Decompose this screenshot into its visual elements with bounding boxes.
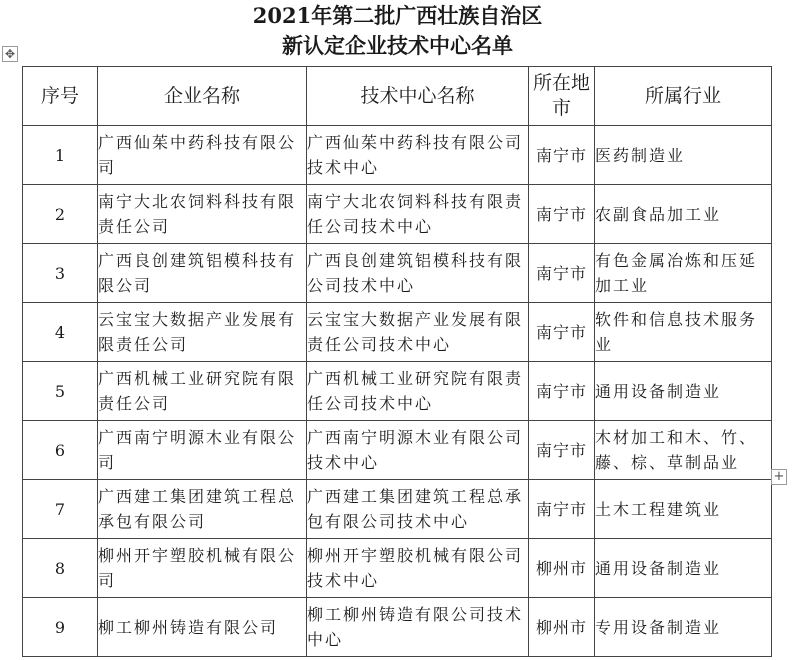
header-company: 企业名称 — [98, 67, 307, 126]
cell-industry[interactable]: 医药制造业 — [595, 126, 772, 185]
cell-company[interactable]: 柳工柳州铸造有限公司 — [98, 598, 307, 657]
header-industry: 所属行业 — [595, 67, 772, 126]
cell-center[interactable]: 广西建工集团建筑工程总承包有限公司技术中心 — [307, 480, 529, 539]
header-no: 序号 — [23, 67, 98, 126]
cell-location[interactable]: 南宁市 — [529, 362, 595, 421]
table-row — [23, 126, 772, 185]
cell-no[interactable]: 6 — [23, 421, 98, 480]
cell-location[interactable]: 柳州市 — [529, 539, 595, 598]
document-title-line-1: 2021年第二批广西壮族自治区 — [252, 3, 543, 28]
cell-company[interactable]: 广西南宁明源木业有限公司 — [98, 421, 307, 480]
cell-no[interactable]: 4 — [23, 303, 98, 362]
table-header-row — [23, 67, 772, 126]
table-row — [23, 185, 772, 244]
cell-industry[interactable]: 有色金属冶炼和压延加工业 — [595, 244, 772, 303]
table-row — [23, 303, 772, 362]
cell-location[interactable]: 南宁市 — [529, 244, 595, 303]
cell-industry[interactable]: 软件和信息技术服务业 — [595, 303, 772, 362]
table-row — [23, 480, 772, 539]
table-row — [23, 244, 772, 303]
tech-center-table — [22, 66, 772, 657]
header-location: 所在地市 — [529, 67, 595, 126]
cell-company[interactable]: 云宝宝大数据产业发展有限责任公司 — [98, 303, 307, 362]
cell-no[interactable]: 3 — [23, 244, 98, 303]
cell-company[interactable]: 广西良创建筑铝模科技有限公司 — [98, 244, 307, 303]
cell-location[interactable]: 南宁市 — [529, 421, 595, 480]
cell-company[interactable]: 广西建工集团建筑工程总承包有限公司 — [98, 480, 307, 539]
cell-center[interactable]: 柳工柳州铸造有限公司技术中心 — [307, 598, 529, 657]
cell-industry[interactable]: 专用设备制造业 — [595, 598, 772, 657]
cell-center[interactable]: 广西仙茱中药科技有限公司技术中心 — [307, 126, 529, 185]
cell-industry[interactable]: 土木工程建筑业 — [595, 480, 772, 539]
cell-center[interactable]: 广西良创建筑铝模科技有限公司技术中心 — [307, 244, 529, 303]
cell-no[interactable]: 9 — [23, 598, 98, 657]
cell-location[interactable]: 柳州市 — [529, 598, 595, 657]
cell-company[interactable]: 柳州开宇塑胶机械有限公司 — [98, 539, 307, 598]
plus-icon[interactable]: + — [771, 469, 787, 485]
cell-no[interactable]: 8 — [23, 539, 98, 598]
table-row — [23, 362, 772, 421]
cell-location[interactable]: 南宁市 — [529, 126, 595, 185]
cell-industry[interactable]: 农副食品加工业 — [595, 185, 772, 244]
cell-industry[interactable]: 木材加工和木、竹、藤、棕、草制品业 — [595, 421, 772, 480]
cell-location[interactable]: 南宁市 — [529, 480, 595, 539]
table-row — [23, 539, 772, 598]
cell-industry[interactable]: 通用设备制造业 — [595, 539, 772, 598]
table-row — [23, 598, 772, 657]
move-arrows-icon[interactable]: ✥ — [2, 46, 18, 62]
cell-location[interactable]: 南宁市 — [529, 185, 595, 244]
cell-no[interactable]: 5 — [23, 362, 98, 421]
cell-center[interactable]: 柳州开宇塑胶机械有限公司技术中心 — [307, 539, 529, 598]
cell-no[interactable]: 7 — [23, 480, 98, 539]
cell-center[interactable]: 广西南宁明源木业有限公司技术中心 — [307, 421, 529, 480]
cell-company[interactable]: 南宁大北农饲料科技有限责任公司 — [98, 185, 307, 244]
cell-center[interactable]: 广西机械工业研究院有限责任公司技术中心 — [307, 362, 529, 421]
cell-location[interactable]: 南宁市 — [529, 303, 595, 362]
header-center: 技术中心名称 — [307, 67, 529, 126]
cell-industry[interactable]: 通用设备制造业 — [595, 362, 772, 421]
document-title-line-2: 新认定企业技术中心名单 — [282, 33, 513, 58]
cell-company[interactable]: 广西仙茱中药科技有限公司 — [98, 126, 307, 185]
table-row — [23, 421, 772, 480]
cell-center[interactable]: 南宁大北农饲料科技有限责任公司技术中心 — [307, 185, 529, 244]
cell-no[interactable]: 2 — [23, 185, 98, 244]
cell-center[interactable]: 云宝宝大数据产业发展有限责任公司技术中心 — [307, 303, 529, 362]
cell-no[interactable]: 1 — [23, 126, 98, 185]
cell-company[interactable]: 广西机械工业研究院有限责任公司 — [98, 362, 307, 421]
